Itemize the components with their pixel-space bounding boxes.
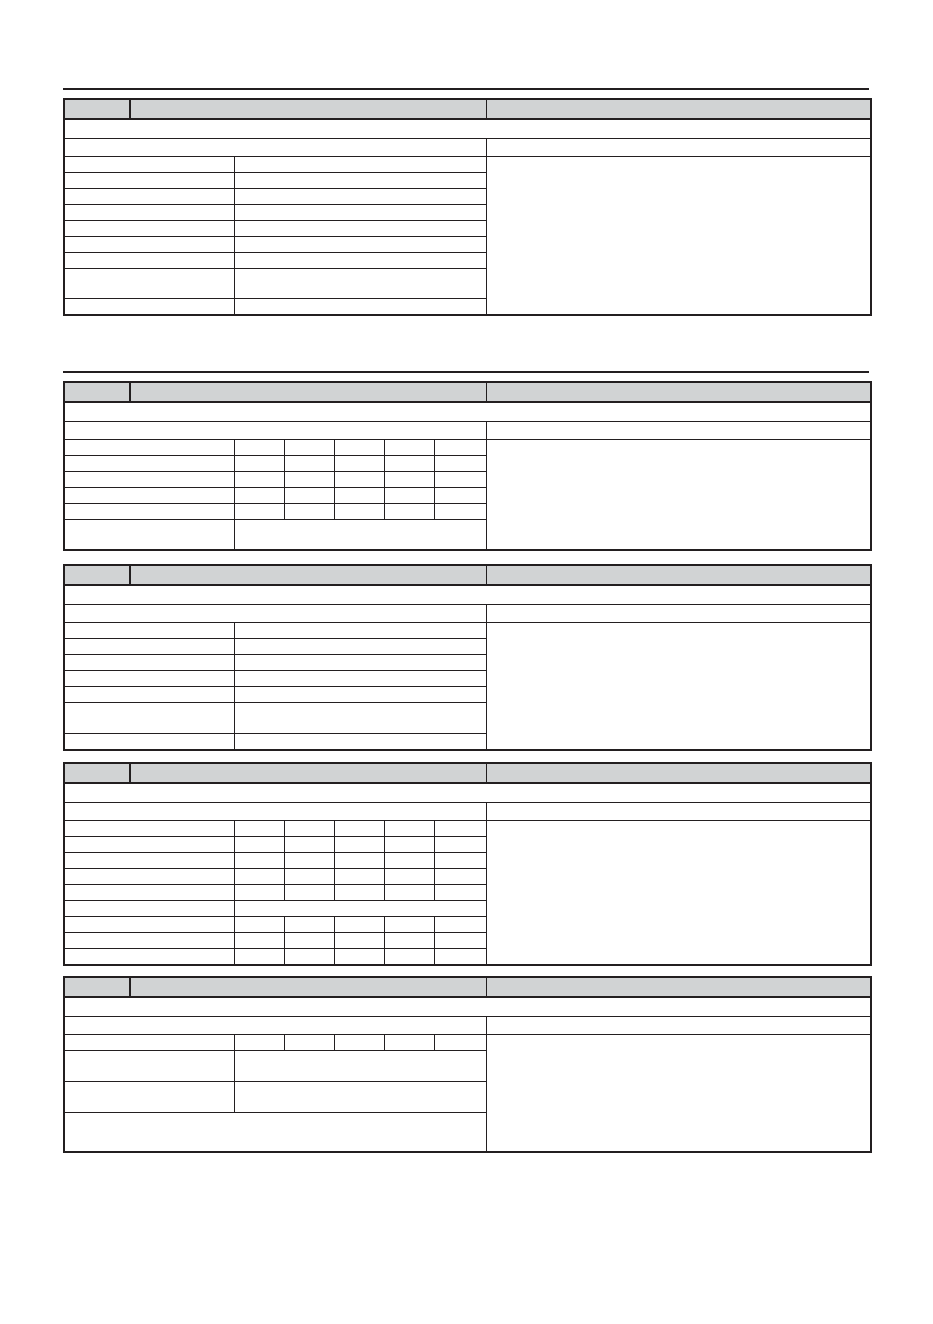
parameter-table-4 <box>63 762 872 966</box>
description-header <box>486 977 871 997</box>
grid-cell <box>384 885 434 901</box>
row-value <box>234 299 486 316</box>
grid-cell <box>334 821 384 837</box>
grid-cell <box>284 821 334 837</box>
grid-cell <box>234 853 284 869</box>
parameter-title <box>130 99 486 119</box>
parameter-summary <box>64 402 871 422</box>
row-label <box>64 885 234 901</box>
grid-cell <box>234 440 284 456</box>
row-value <box>234 655 486 671</box>
description-header <box>486 99 871 119</box>
grid-cell <box>434 456 486 472</box>
row-label <box>64 655 234 671</box>
parameter-code <box>64 99 130 119</box>
grid-cell <box>284 837 334 853</box>
row-label <box>64 440 234 456</box>
row-label <box>64 917 234 933</box>
grid-cell <box>234 949 284 966</box>
grid-cell <box>434 488 486 504</box>
description-header <box>486 382 871 402</box>
grid-cell <box>234 917 284 933</box>
row-label <box>64 189 234 205</box>
grid-cell <box>334 949 384 966</box>
row-value <box>234 623 486 639</box>
grid-cell <box>284 949 334 966</box>
parameter-title <box>130 565 486 585</box>
subheader-left <box>64 605 486 623</box>
grid-cell <box>284 456 334 472</box>
grid-cell <box>434 853 486 869</box>
grid-cell <box>284 853 334 869</box>
row-label <box>64 269 234 299</box>
grid-cell <box>434 949 486 966</box>
grid-cell <box>434 885 486 901</box>
grid-cell <box>384 837 434 853</box>
grid-cell <box>434 837 486 853</box>
grid-cell <box>234 869 284 885</box>
grid-cell <box>434 917 486 933</box>
parameter-table-2 <box>63 381 872 551</box>
parameter-code <box>64 763 130 783</box>
parameter-code <box>64 977 130 997</box>
row-label <box>64 821 234 837</box>
subheader-right <box>486 1017 871 1035</box>
grid-cell <box>234 488 284 504</box>
grid-cell <box>284 1035 334 1051</box>
grid-cell <box>334 869 384 885</box>
grid-cell <box>334 472 384 488</box>
row-value <box>234 734 486 751</box>
parameter-table-3 <box>63 564 872 751</box>
row-label <box>64 623 234 639</box>
row-label <box>64 205 234 221</box>
row-label <box>64 687 234 703</box>
row-value <box>234 639 486 655</box>
grid-cell <box>284 917 334 933</box>
description-cell <box>486 623 871 751</box>
grid-cell <box>384 488 434 504</box>
grid-cell <box>284 488 334 504</box>
row-value <box>234 1082 486 1113</box>
grid-cell <box>384 933 434 949</box>
grid-cell <box>334 933 384 949</box>
grid-cell <box>384 472 434 488</box>
grid-cell <box>234 933 284 949</box>
grid-cell <box>334 440 384 456</box>
subheader-left <box>64 803 486 821</box>
row-value <box>234 901 486 917</box>
parameter-summary <box>64 997 871 1017</box>
grid-cell <box>434 1035 486 1051</box>
grid-cell <box>234 472 284 488</box>
subheader-left <box>64 139 486 157</box>
grid-cell <box>434 472 486 488</box>
parameter-summary <box>64 119 871 139</box>
section-rule-2 <box>63 371 869 373</box>
grid-cell <box>384 821 434 837</box>
grid-cell <box>384 917 434 933</box>
row-label <box>64 253 234 269</box>
grid-cell <box>284 933 334 949</box>
subheader-right <box>486 605 871 623</box>
parameter-summary <box>64 585 871 605</box>
description-cell <box>486 157 871 316</box>
parameter-summary <box>64 783 871 803</box>
grid-cell <box>234 504 284 520</box>
description-header <box>486 565 871 585</box>
grid-cell <box>334 837 384 853</box>
row-label <box>64 703 234 734</box>
grid-cell <box>334 853 384 869</box>
grid-cell <box>434 504 486 520</box>
grid-cell <box>334 1035 384 1051</box>
row-value <box>234 173 486 189</box>
grid-cell <box>434 821 486 837</box>
parameter-title <box>130 977 486 997</box>
row-label <box>64 1035 234 1051</box>
row-label <box>64 734 234 751</box>
row-value <box>234 687 486 703</box>
row-label <box>64 456 234 472</box>
row-value <box>234 205 486 221</box>
row-label <box>64 173 234 189</box>
row-label <box>64 237 234 253</box>
grid-cell <box>284 885 334 901</box>
row-value <box>234 671 486 687</box>
description-header <box>486 763 871 783</box>
row-label <box>64 221 234 237</box>
grid-cell <box>234 837 284 853</box>
grid-cell <box>384 456 434 472</box>
row-value <box>234 189 486 205</box>
grid-cell <box>284 440 334 456</box>
subheader-left <box>64 422 486 440</box>
description-cell <box>486 1035 871 1153</box>
row-value <box>234 157 486 173</box>
grid-cell <box>334 488 384 504</box>
grid-cell <box>334 885 384 901</box>
parameter-code <box>64 382 130 402</box>
row-value <box>234 221 486 237</box>
row-label <box>64 472 234 488</box>
grid-cell <box>284 472 334 488</box>
row-value <box>234 237 486 253</box>
grid-cell <box>434 869 486 885</box>
row-label <box>64 1082 234 1113</box>
row-label <box>64 1051 234 1082</box>
row-label <box>64 901 234 917</box>
notes-cell <box>64 1113 486 1153</box>
subheader-left <box>64 1017 486 1035</box>
grid-cell <box>334 456 384 472</box>
grid-cell <box>334 504 384 520</box>
row-label <box>64 853 234 869</box>
row-label <box>64 299 234 316</box>
row-label <box>64 488 234 504</box>
section-rule-1 <box>63 88 869 90</box>
parameter-table-1 <box>63 98 872 316</box>
grid-cell <box>334 917 384 933</box>
row-label <box>64 671 234 687</box>
subheader-right <box>486 139 871 157</box>
parameter-title <box>130 382 486 402</box>
description-cell <box>486 440 871 551</box>
grid-cell <box>234 885 284 901</box>
grid-cell <box>384 504 434 520</box>
row-label <box>64 157 234 173</box>
grid-cell <box>234 1035 284 1051</box>
grid-cell <box>234 456 284 472</box>
row-label <box>64 933 234 949</box>
row-label <box>64 504 234 520</box>
subheader-right <box>486 422 871 440</box>
grid-cell <box>384 440 434 456</box>
row-value <box>234 520 486 551</box>
parameter-code <box>64 565 130 585</box>
grid-cell <box>434 933 486 949</box>
row-label <box>64 869 234 885</box>
row-value <box>234 253 486 269</box>
subheader-right <box>486 803 871 821</box>
grid-cell <box>384 853 434 869</box>
grid-cell <box>384 949 434 966</box>
row-label <box>64 520 234 551</box>
row-value <box>234 1051 486 1082</box>
parameter-title <box>130 763 486 783</box>
grid-cell <box>434 440 486 456</box>
row-label <box>64 949 234 966</box>
row-value <box>234 703 486 734</box>
grid-cell <box>284 869 334 885</box>
grid-cell <box>384 869 434 885</box>
grid-cell <box>384 1035 434 1051</box>
row-label <box>64 639 234 655</box>
parameter-table-5 <box>63 976 872 1153</box>
grid-cell <box>234 821 284 837</box>
row-value <box>234 269 486 299</box>
description-cell <box>486 821 871 966</box>
grid-cell <box>284 504 334 520</box>
row-label <box>64 837 234 853</box>
